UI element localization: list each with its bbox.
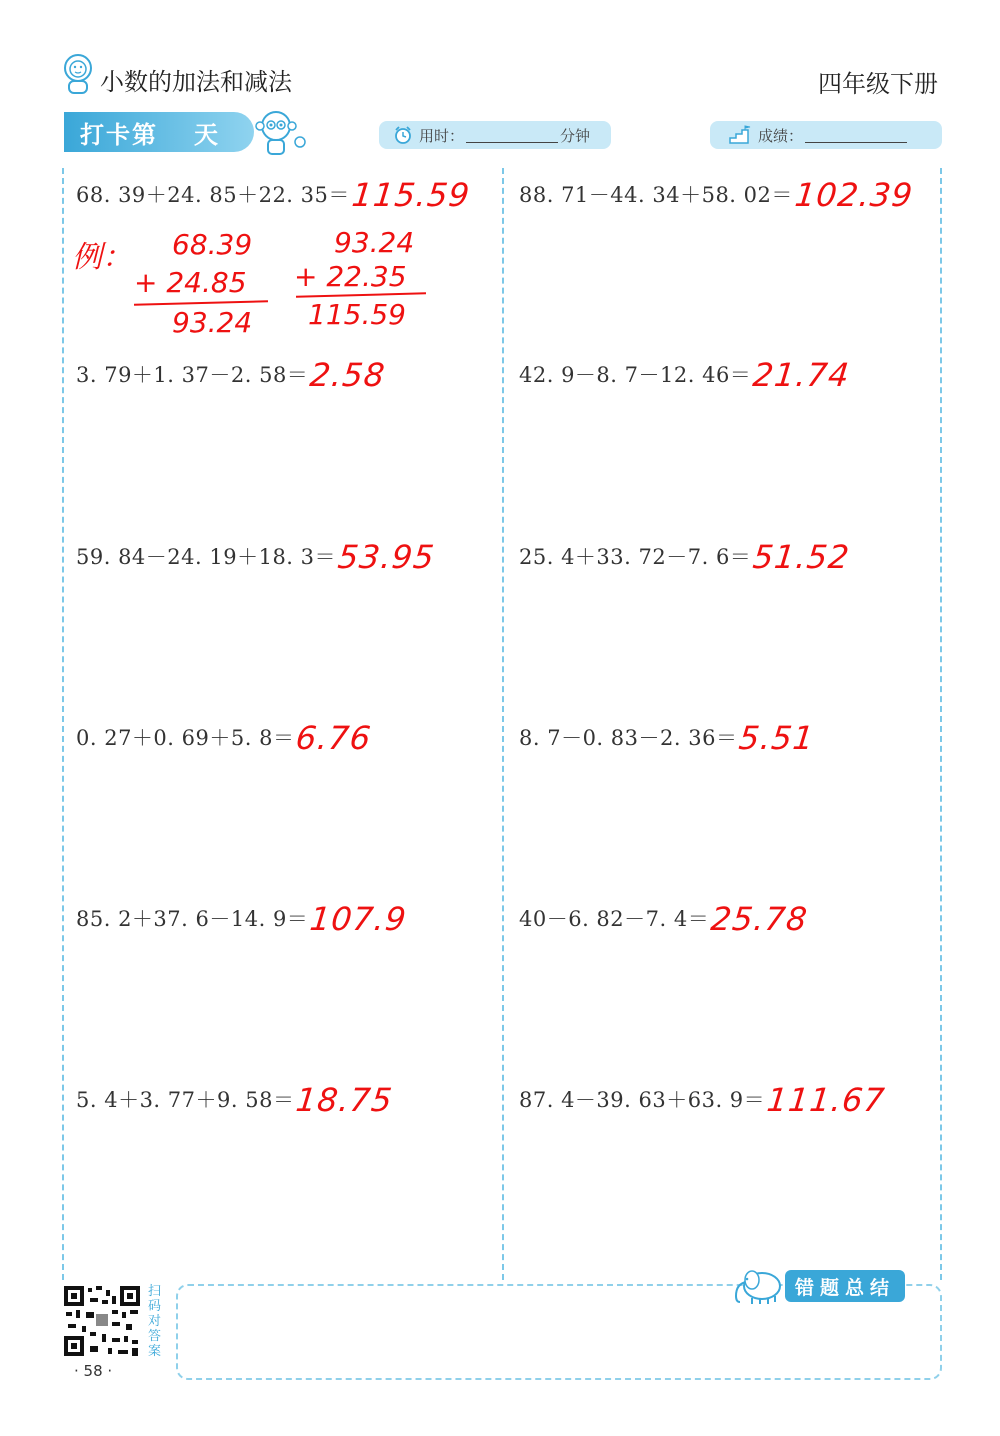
center-divider <box>502 168 504 1280</box>
page-number: · 58 · <box>74 1362 113 1380</box>
handwritten-answer: 21.74 <box>751 356 852 394</box>
right-border <box>940 168 942 1280</box>
problem-row <box>519 356 850 394</box>
problem-expression: 8. 7－0. 83－2. 36＝ <box>519 726 738 750</box>
problem-expression: 42. 9－8. 7－12. 46＝ <box>519 363 752 387</box>
handwritten-answer: 111.67 <box>765 1081 888 1119</box>
lion-logo-icon <box>60 52 96 96</box>
problem-row <box>76 356 386 394</box>
handwritten-answer: 115.59 <box>349 176 472 214</box>
handwritten-answer: 25.78 <box>709 900 810 938</box>
problem-row <box>76 719 372 757</box>
example-calc1-add: + 24.85 <box>134 266 247 299</box>
problem-expression: 3. 79＋1. 37－2. 58＝ <box>76 363 309 387</box>
checkin-suffix: 天 <box>194 120 220 149</box>
problem-row <box>76 538 435 576</box>
page-title: 小数的加法和减法 <box>100 68 292 96</box>
grade-label: 四年级下册 <box>818 70 938 98</box>
example-label: 例： <box>72 240 132 275</box>
mistakes-summary-tab: 错题总结 <box>785 1270 905 1302</box>
example-calc1-top: 68.39 <box>172 228 253 261</box>
problem-row <box>519 719 815 757</box>
problem-row <box>76 176 470 214</box>
trophy-steps-icon <box>728 125 752 145</box>
time-field <box>379 121 611 149</box>
example-calc1-result: 93.24 <box>172 306 253 339</box>
handwritten-answer: 5.51 <box>737 719 817 757</box>
checkin-day-tab <box>64 112 254 152</box>
example-calc2-top: 93.24 <box>334 226 415 259</box>
problem-expression: 25. 4＋33. 72－7. 6＝ <box>519 545 752 569</box>
problem-row <box>519 176 913 214</box>
problem-expression: 68. 39＋24. 85＋22. 35＝ <box>76 183 350 207</box>
time-label: 用时： <box>419 126 465 145</box>
handwritten-answer: 107.9 <box>308 900 409 938</box>
handwritten-answer: 2.58 <box>308 356 388 394</box>
problem-expression: 59. 84－24. 19＋18. 3＝ <box>76 545 337 569</box>
score-input-line[interactable] <box>805 128 907 143</box>
problem-row <box>519 900 808 938</box>
example-calc1-line <box>134 300 268 306</box>
handwritten-answer: 18.75 <box>294 1081 396 1119</box>
handwritten-answer: 6.76 <box>294 719 374 757</box>
alarm-clock-icon <box>393 125 413 145</box>
elephant-icon <box>730 1262 786 1306</box>
time-input-line[interactable] <box>466 128 558 143</box>
qr-code-icon[interactable] <box>62 1284 142 1358</box>
handwritten-answer: 51.52 <box>751 538 852 576</box>
example-calc2-add: + 22.35 <box>294 260 407 293</box>
problem-expression: 5. 4＋3. 77＋9. 58＝ <box>76 1088 295 1112</box>
example-calc2-line <box>296 292 426 297</box>
problem-row <box>76 900 407 938</box>
robot-mascot-icon <box>250 106 310 158</box>
score-field <box>710 121 942 149</box>
handwritten-answer: 53.95 <box>336 538 437 576</box>
score-label: 成绩： <box>758 126 804 145</box>
problem-row <box>76 1081 396 1119</box>
problem-expression: 85. 2＋37. 6－14. 9＝ <box>76 907 309 931</box>
left-border <box>62 168 64 1280</box>
scan-for-answers-label: 扫码对答案 <box>148 1284 162 1359</box>
problem-expression: 87. 4－39. 63＋63. 9＝ <box>519 1088 766 1112</box>
problem-row <box>519 538 850 576</box>
problem-expression: 0. 27＋0. 69＋5. 8＝ <box>76 726 295 750</box>
checkin-prefix: 打卡第 <box>80 120 158 149</box>
problem-expression: 40－6. 82－7. 4＝ <box>519 907 710 931</box>
problem-row <box>519 1081 888 1119</box>
handwritten-answer: 102.39 <box>792 176 915 214</box>
example-calc2-result: 115.59 <box>308 298 406 331</box>
time-unit: 分钟 <box>560 126 591 145</box>
problem-expression: 88. 71－44. 34＋58. 02＝ <box>519 183 793 207</box>
